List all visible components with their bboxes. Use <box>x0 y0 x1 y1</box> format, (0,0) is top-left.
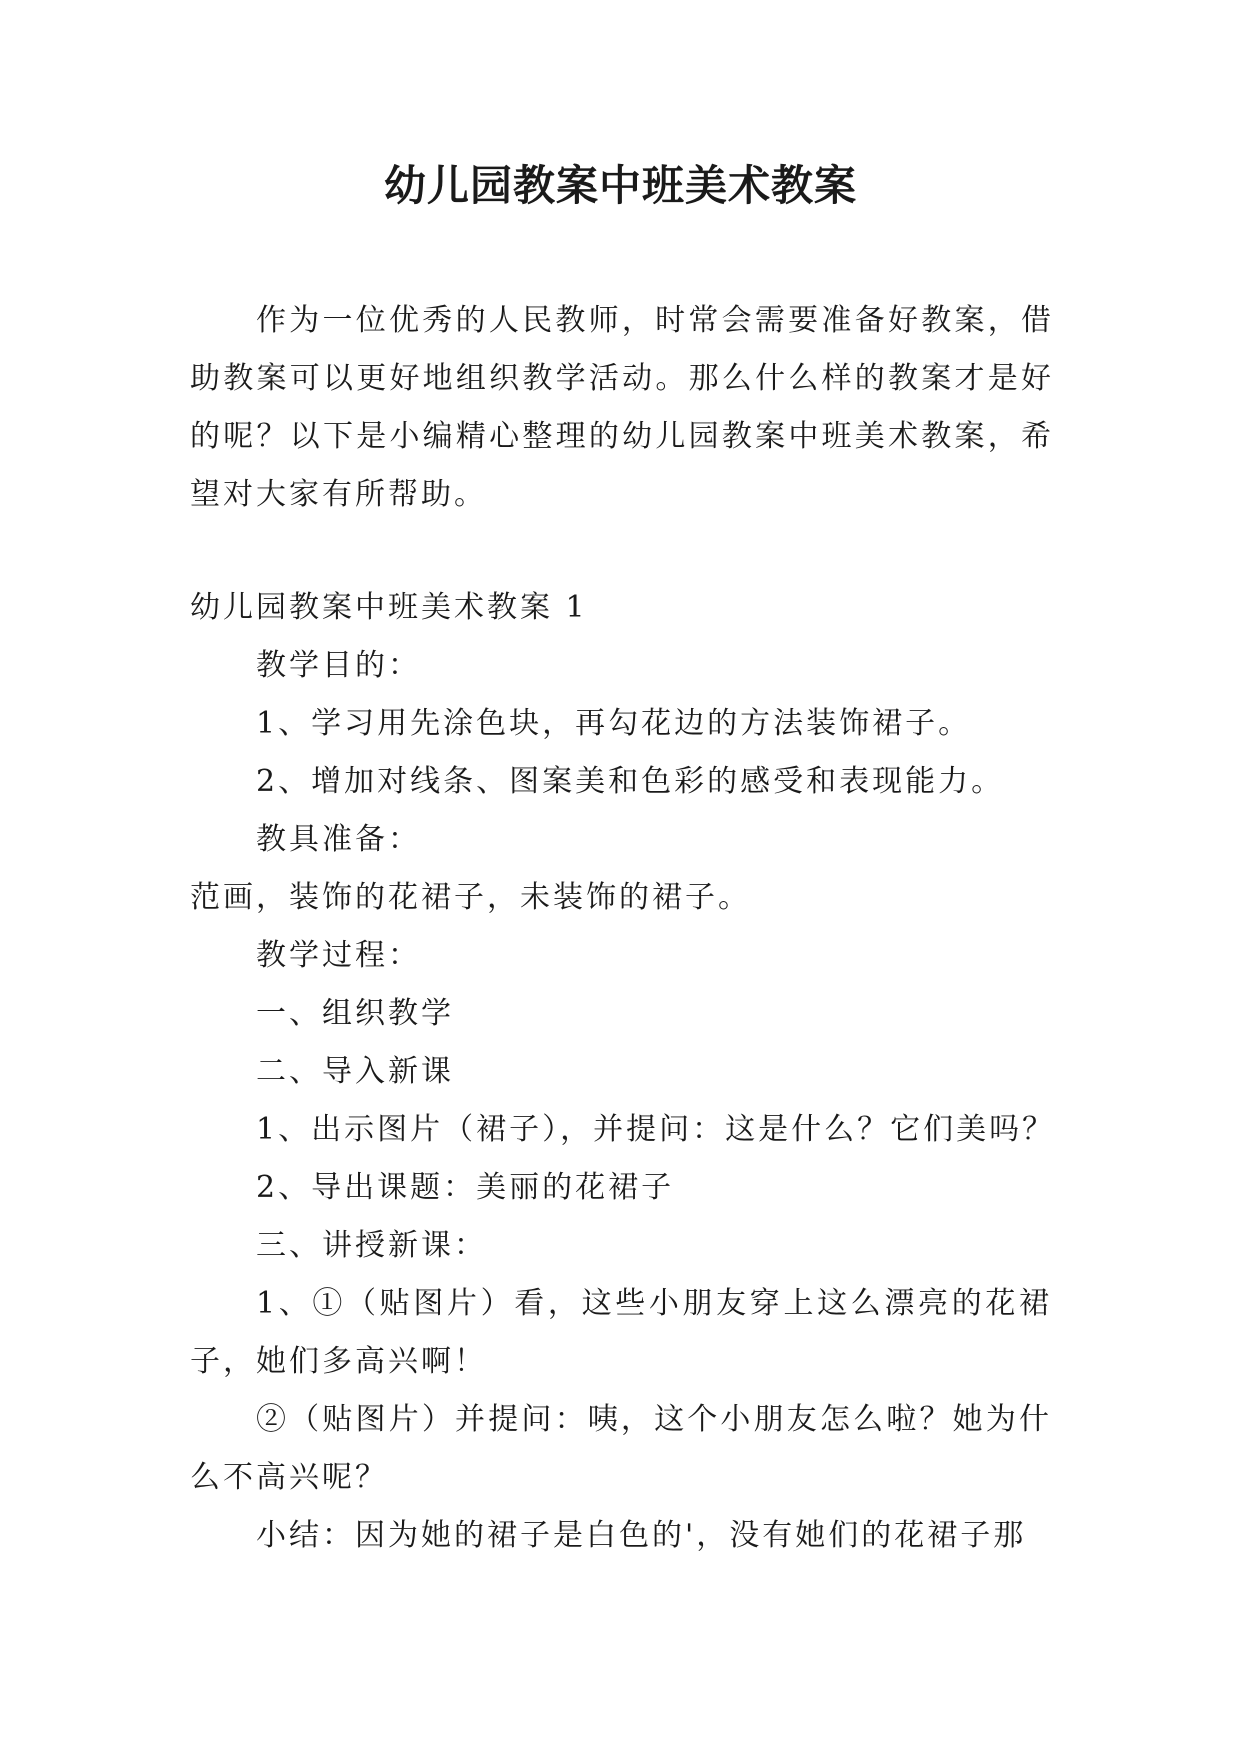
process-step-3-paragraph-2: ②（贴图片）并提问：咦，这个小朋友怎么啦？她为什么不高兴呢？ <box>190 1402 1052 1495</box>
process-heading: 教学过程： <box>256 938 421 973</box>
process-step-2-item-1: 1、出示图片（裙子），并提问：这是什么？它们美吗？ <box>256 1112 1056 1147</box>
materials-text: 范画，装饰的花裙子，未装饰的裙子。 <box>190 880 751 915</box>
section-heading: 幼儿园教案中班美术教案 1 <box>190 590 588 625</box>
process-step-2: 二、导入新课 <box>256 1054 454 1089</box>
process-step-3-paragraph-1: 1、①（贴图片）看，这些小朋友穿上这么漂亮的花裙子，她们多高兴啊！ <box>190 1286 1052 1379</box>
teaching-goal-item-1: 1、学习用先涂色块，再勾花边的方法装饰裙子。 <box>256 706 972 741</box>
materials-heading: 教具准备： <box>256 822 421 857</box>
lesson-section-1 <box>190 579 1070 1565</box>
process-step-3-summary: 小结：因为她的裙子是白色的'，没有她们的花裙子那 <box>256 1518 1027 1553</box>
document-title: 幼儿园教案中班美术教案 <box>383 161 857 210</box>
process-step-1: 一、组织教学 <box>256 996 454 1031</box>
teaching-goal-heading: 教学目的： <box>256 648 421 683</box>
process-step-3: 三、讲授新课： <box>256 1228 487 1263</box>
intro-paragraph: 作为一位优秀的人民教师，时常会需要准备好教案，借助教案可以更好地组织教学活动。那么什么样的教案才是好的呢？以下是小编精心整理的幼儿园教案中班美术教案，希望对大家有所帮助。 <box>190 303 1054 512</box>
process-step-2-item-2: 2、导出课题：美丽的花裙子 <box>256 1170 675 1205</box>
teaching-goal-item-2: 2、增加对线条、图案美和色彩的感受和表现能力。 <box>256 764 1005 799</box>
